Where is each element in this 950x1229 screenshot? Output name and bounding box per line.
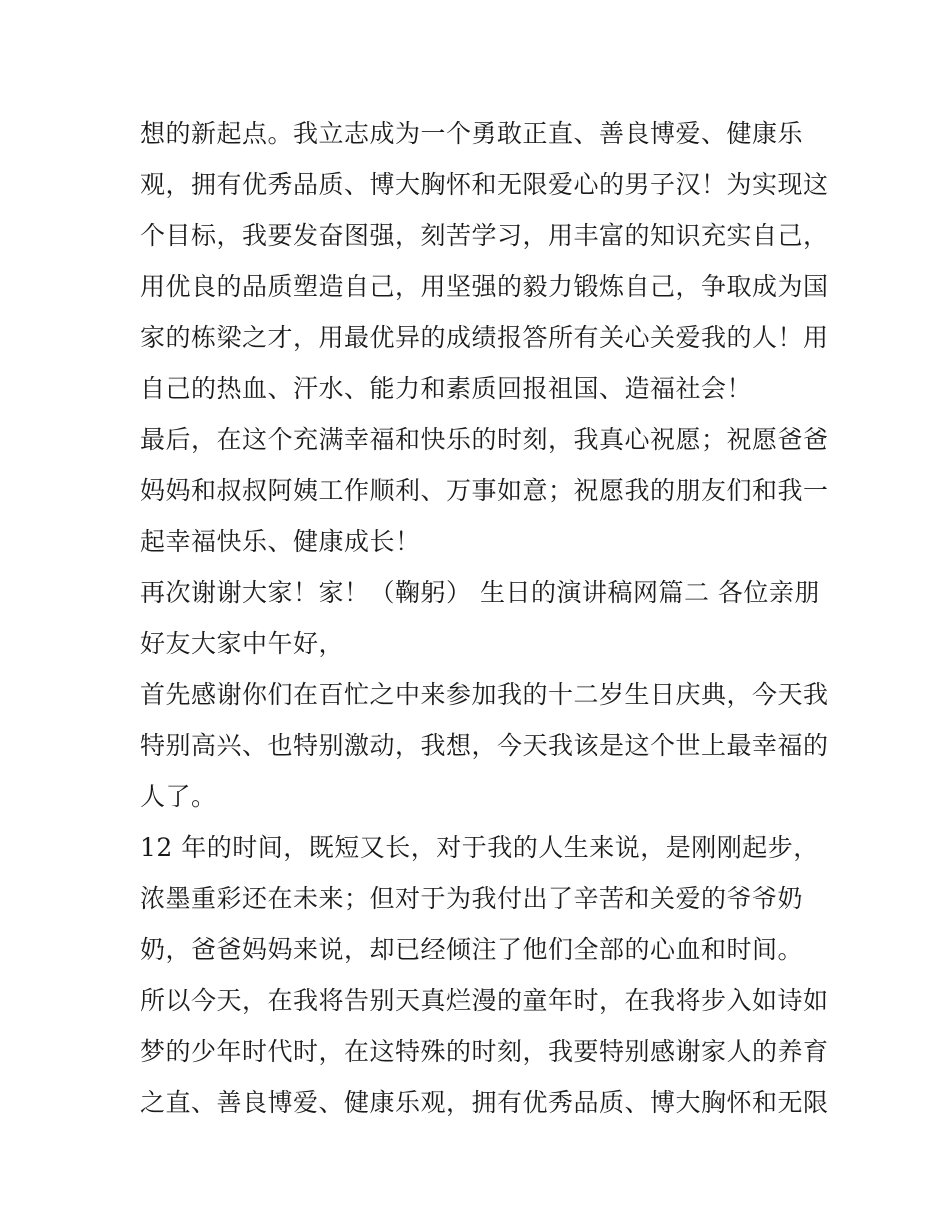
text-line: 家的栋梁之才，用最优异的成绩报答所有关心关爱我的人！用 [140,323,829,352]
text-line: 12 年的时间，既短又长，对于我的人生来说，是刚刚起步， [140,833,819,862]
text-line: 好友大家中午好， [140,629,345,658]
text-line: 观，拥有优秀品质、博大胸怀和无限爱心的男子汉！为实现这 [140,170,829,199]
text-line: 个目标，我要发奋图强，刻苦学习，用丰富的知识充实自己， [140,221,829,250]
text-line: 自己的热血、汗水、能力和素质回报祖国、造福社会！ [140,374,753,403]
text-line: 人了。 [140,782,217,811]
text-line: 梦的少年时代时，在这特殊的时刻，我要特别感谢家人的养育 [140,1037,829,1066]
text-line: 想的新起点。我立志成为一个勇敢正直、善良博爱、健康乐 [140,119,804,148]
body-text [140,108,829,1128]
text-line: 起幸福快乐、健康成长！ [140,527,421,556]
text-line: 妈妈和叔叔阿姨工作顺利、万事如意；祝愿我的朋友们和我一 [140,476,829,505]
text-line: 浓墨重彩还在未来；但对于为我付出了辛苦和关爱的爷爷奶 [140,884,804,913]
text-line: 再次谢谢大家！家！（鞠躬） 生日的演讲稿网篇二 各位亲朋 [140,578,820,607]
text-line: 所以今天，在我将告别天真烂漫的童年时，在我将步入如诗如 [140,986,829,1015]
text-line: 特别高兴、也特别激动，我想，今天我该是这个世上最幸福的 [140,731,829,760]
text-line: 奶，爸爸妈妈来说，却已经倾注了他们全部的心血和时间。 [140,935,804,964]
text-line: 用优良的品质塑造自己，用坚强的毅力锻炼自己，争取成为国 [140,272,829,301]
text-line: 首先感谢你们在百忙之中来参加我的十二岁生日庆典，今天我 [140,680,829,709]
text-line: 之直、善良博爱、健康乐观，拥有优秀品质、博大胸怀和无限 [140,1088,829,1117]
text-line: 最后，在这个充满幸福和快乐的时刻，我真心祝愿；祝愿爸爸 [140,425,829,454]
